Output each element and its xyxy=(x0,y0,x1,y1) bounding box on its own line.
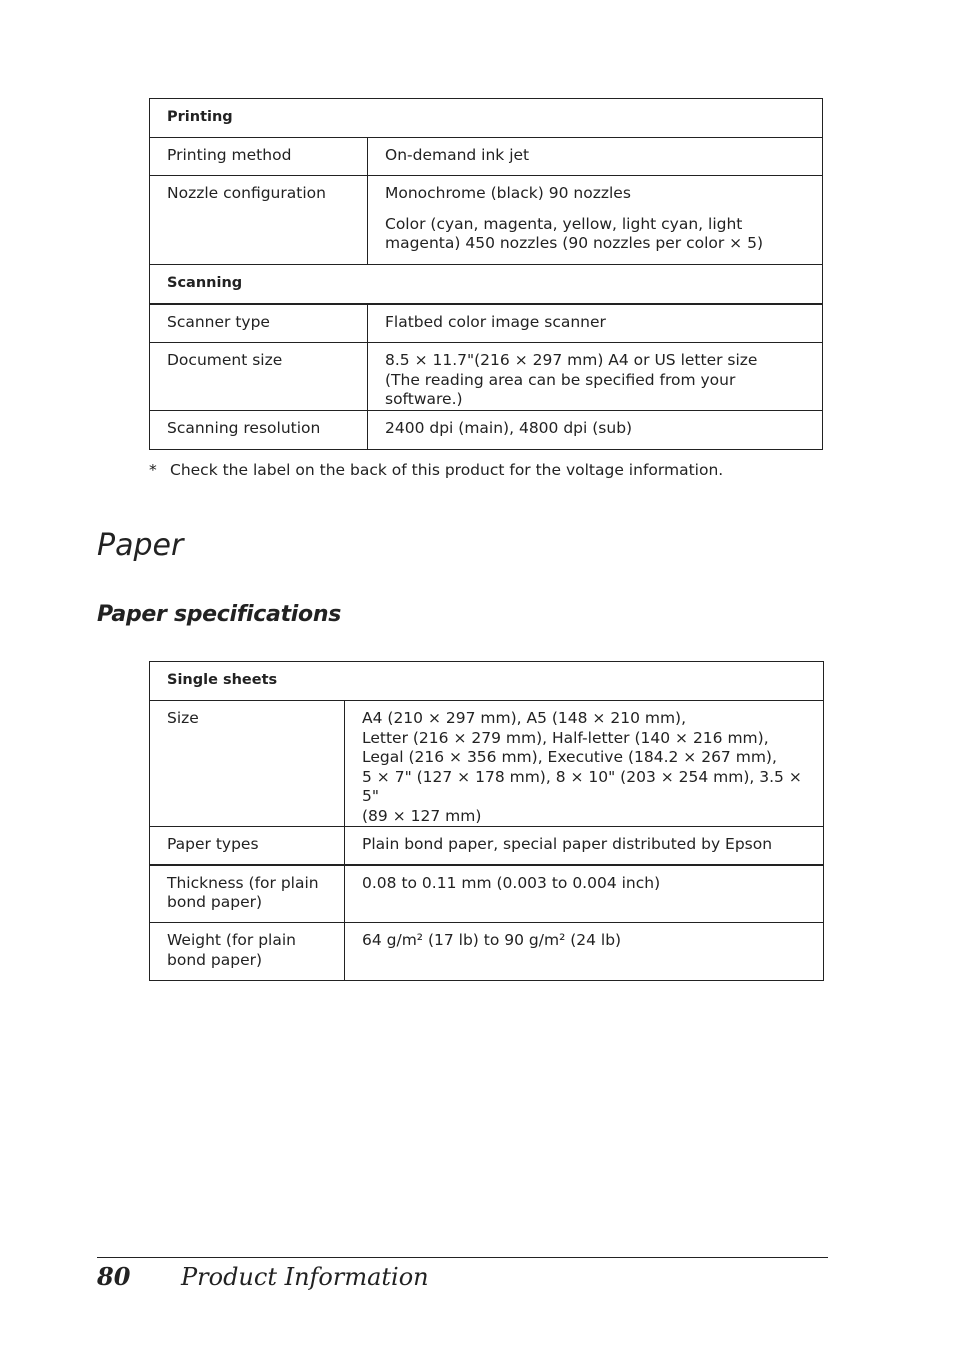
footer-divider xyxy=(97,1257,828,1258)
table-row xyxy=(150,827,824,865)
row-label: Scanning resolution xyxy=(167,418,321,437)
row-label: Scanner type xyxy=(167,312,270,331)
subsection-title: Paper specifications xyxy=(97,602,342,627)
section-title: Paper xyxy=(97,528,184,563)
row-label: Size xyxy=(167,709,199,727)
row-value: Monochrome (black) 90 nozzles Color (cyan, magenta, yellow, light cyan, light magenta) 450 nozzles (90 nozzles per color × 5) xyxy=(385,184,763,252)
row-label: Document size xyxy=(167,351,283,369)
table-row xyxy=(150,865,824,923)
section-header-scanning: Scanning xyxy=(150,265,823,304)
row-label: Printing method xyxy=(167,146,292,164)
row-value: A4 (210 × 297 mm), A5 (148 × 210 mm), Letter (216 × 279 mm), Half-letter (140 × 216 mm), Legal (216 × 356 mm), Executive (184.2 × 267 mm), 5 × 7" (127 × 178 mm), 8 × 10" (203 × 254 mm), 3.5 × 5" (89 × 127 mm) xyxy=(362,709,802,825)
row-value: 64 g/m² (17 lb) to 90 g/m² (24 lb) xyxy=(362,931,622,949)
row-value: On-demand ink jet xyxy=(385,146,530,164)
spec-table xyxy=(149,98,823,450)
row-label: Nozzle configuration xyxy=(167,184,326,202)
table-row xyxy=(150,138,823,176)
section-header-printing: Printing xyxy=(150,99,823,138)
chapter-title: Product Information xyxy=(181,1263,429,1291)
table-row xyxy=(150,343,823,411)
row-label: Paper types xyxy=(167,835,259,853)
section-header-single-sheets: Single sheets xyxy=(150,662,824,701)
footnote-text: Check the label on the back of this product for the voltage information. xyxy=(170,461,724,479)
row-value: Flatbed color image scanner xyxy=(385,312,606,331)
row-label: Weight (for plain bond paper) xyxy=(167,931,296,969)
row-value: 8.5 × 11.7"(216 × 297 mm) A4 or US letter size (The reading area can be specified from your software.) xyxy=(385,351,758,408)
table-row xyxy=(150,701,824,827)
row-label: Thickness (for plain bond paper) xyxy=(167,873,319,911)
table-row xyxy=(150,410,823,449)
table-row xyxy=(150,304,823,343)
page-number: 80 xyxy=(97,1262,131,1291)
row-value: 0.08 to 0.11 mm (0.003 to 0.004 inch) xyxy=(362,873,661,892)
footnote-mark: * xyxy=(149,461,157,479)
row-value: Plain bond paper, special paper distributed by Epson xyxy=(362,835,773,853)
page-footer xyxy=(97,1262,429,1291)
table-row xyxy=(150,923,824,981)
footnote xyxy=(149,461,723,479)
paper-table xyxy=(149,661,824,981)
row-value: 2400 dpi (main), 4800 dpi (sub) xyxy=(385,418,633,437)
table-row xyxy=(150,176,823,265)
